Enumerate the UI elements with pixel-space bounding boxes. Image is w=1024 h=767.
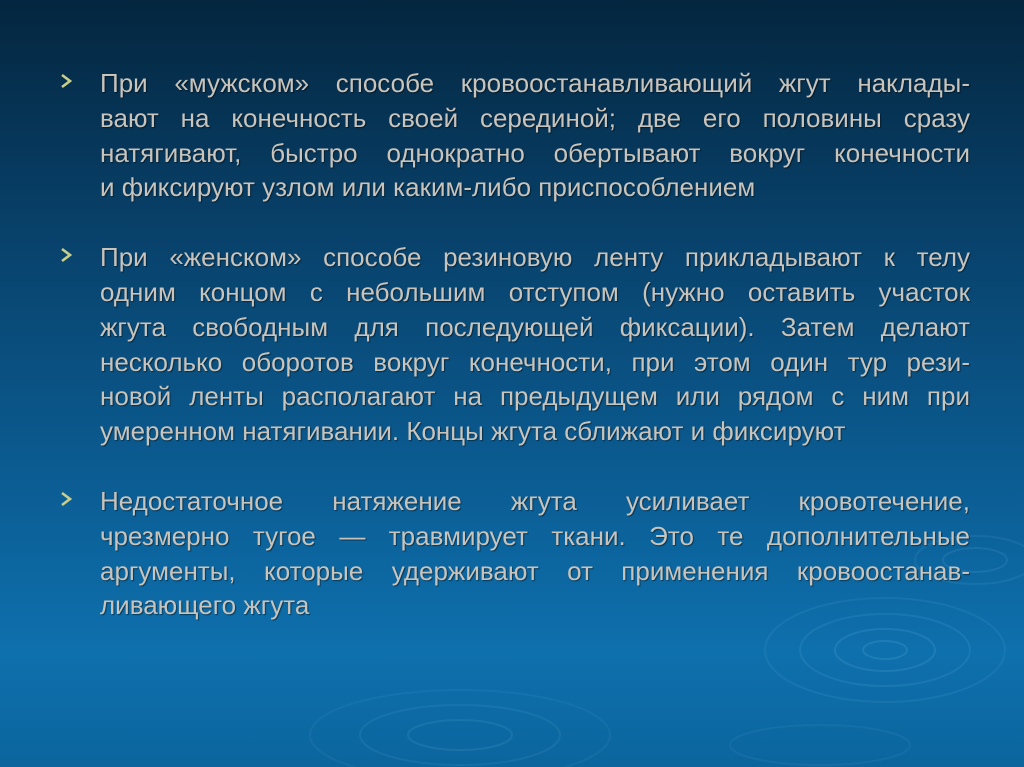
bullet-text-line: новой ленты располагают на предыдущем или рядом с ним при — [100, 381, 970, 412]
bullet-text-line: Недостаточное натяжение жгута усиливает кровотечение, — [100, 485, 970, 516]
bullet-text-line: натягивают, быстро однократно обертывают вокруг конечности — [100, 137, 970, 168]
bullet-text-line: При «мужском» способе кровоостанавливающий жгут наклады- — [100, 68, 970, 98]
bullet-text-line: жгута свободным для последующей фиксации). Затем делают — [100, 311, 970, 342]
chevron-right-icon — [58, 491, 74, 507]
bullet-text-line: ливающего жгута — [100, 590, 310, 621]
bullet-female-method — [58, 240, 970, 449]
bullet-text-line: одним концом с небольшим отступом (нужно оставить участок — [100, 276, 970, 307]
bullet-tension-warning — [58, 484, 970, 623]
bullet-text-line: и фиксируют узлом или каким-либо приспособлением — [100, 172, 756, 203]
bullet-text-line: чрезмерно тугое — травмирует ткани. Это те дополнительные — [100, 520, 970, 551]
chevron-right-icon — [58, 73, 74, 89]
bullet-text-line: аргументы, которые удерживают от применения кровоостанав- — [100, 555, 970, 586]
bullet-text-line: несколько оборотов вокруг конечности, при этом один тур рези- — [100, 346, 970, 377]
bullet-list — [58, 66, 970, 658]
chevron-right-icon — [58, 247, 74, 263]
bullet-text-line: вают на конечность своей серединой; две его половины сразу — [100, 102, 970, 133]
bullet-text-line: умеренном натягивании. Концы жгута сближают и фиксируют — [100, 416, 846, 447]
bullet-male-method — [58, 66, 970, 205]
bullet-text-line: При «женском» способе резиновую ленту прикладывают к телу — [100, 242, 970, 273]
